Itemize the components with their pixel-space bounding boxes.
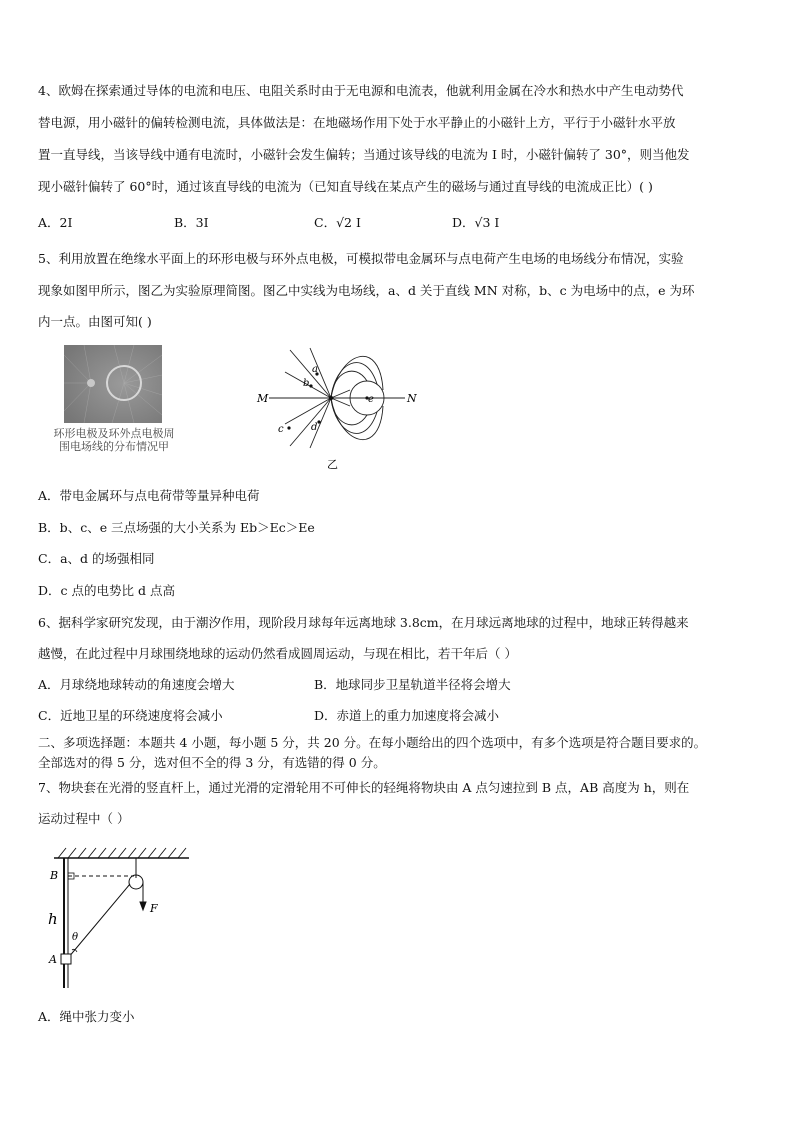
q4-option-c: C．√2 I	[314, 215, 361, 230]
q5-line-3: 内一点。由图可知( )	[38, 314, 152, 329]
q5-line-2: 现象如图甲所示，图乙为实验原理简图。图乙中实线为电场线，a、d 关于直线 MN 对称，b、c 为电场中的点，e 为环	[38, 283, 695, 298]
q4-line-3: 置一直导线，当该导线中通有电流时，小磁针会发生偏转；当通过该导线的电流为 I 时，小磁针偏转了 30°，则当他发	[38, 147, 690, 162]
q4-line-2: 替电源，用小磁针的偏转检测电流，具体做法是：在地磁场作用下处于水平静止的小磁针上方，平行于小磁针水平放	[38, 115, 676, 130]
q4-option-b: B．3I	[174, 215, 209, 230]
q6-option-d: D．赤道上的重力加速度将会减小	[314, 708, 500, 723]
figure-q7-pulley	[44, 846, 194, 996]
label-b: b	[303, 378, 310, 389]
section2-line-2: 全部选对的得 5 分，选对但不全的得 3 分，有选错的得 0 分。	[38, 755, 386, 770]
q6-line-1: 6、据科学家研究发现，由于潮汐作用，现阶段月球每年远离地球 3.8cm，在月球远离地球的过程中，地球正转得越来	[38, 615, 689, 630]
label-a: a	[312, 364, 318, 375]
q6-option-a: A．月球绕地球转动的角速度会增大	[38, 677, 235, 692]
q7-line-2: 运动过程中（ ）	[38, 811, 130, 826]
label-d: d	[311, 422, 318, 433]
q6-option-b: B．地球同步卫星轨道半径将会增大	[314, 677, 511, 692]
q5-option-c: C．a、d 的场强相同	[38, 551, 155, 566]
label-theta: θ	[72, 932, 79, 943]
label-m: M	[257, 392, 269, 405]
figure-jia-caption: 环形电极及环外点电极周围电场线的分布情况甲	[53, 427, 175, 453]
q4-line-4: 现小磁针偏转了 60°时，通过该直导线的电流为（已知直导线在某点产生的磁场与通过直导线的电流成正比）( )	[38, 179, 653, 194]
label-b-point: B	[50, 869, 59, 882]
label-a-point: A	[49, 953, 57, 966]
label-c: c	[278, 424, 284, 435]
q4-option-d: D．√3 I	[452, 215, 500, 230]
label-yi: 乙	[327, 458, 338, 471]
q7-option-a: A．绳中张力变小	[38, 1009, 135, 1024]
q6-line-2: 越慢，在此过程中月球围绕地球的运动仍然看成圆周运动，与现在相比，若干年后（ ）	[38, 646, 517, 661]
q5-option-b: B．b、c、e 三点场强的大小关系为 Eb＞Ec＞Ee	[38, 520, 315, 535]
q7-line-1: 7、物块套在光滑的竖直杆上，通过光滑的定滑轮用不可伸长的轻绳将物块由 A 点匀速拉到 B 点，AB 高度为 h，则在	[38, 780, 690, 795]
q5-option-a: A．带电金属环与点电荷带等量异种电荷	[38, 488, 260, 503]
q5-line-1: 5、利用放置在绝缘水平面上的环形电极与环外点电极，可模拟带电金属环与点电荷产生电场的电场线分布情况，实验	[38, 251, 684, 266]
q5-option-d: D．c 点的电势比 d 点高	[38, 583, 175, 598]
section2-line-1: 二、多项选择题：本题共 4 小题，每小题 5 分，共 20 分。在每小题给出的四个选项中，有多个选项是符合题目要求的。	[38, 735, 707, 750]
label-f: F	[150, 902, 158, 915]
q4-line-1: 4、欧姆在探索通过导体的电流和电压、电阻关系时由于无电源和电流表，他就利用金属在冷水和热水中产生电动势代	[38, 83, 684, 98]
label-h: h	[48, 910, 58, 928]
figure-yi-diagram	[255, 342, 425, 472]
q6-option-c: C．近地卫星的环绕速度将会减小	[38, 708, 223, 723]
q4-option-a: A．2I	[38, 215, 73, 230]
label-n: N	[407, 392, 417, 405]
figure-jia-photo	[64, 345, 162, 423]
label-e: e	[368, 394, 374, 405]
